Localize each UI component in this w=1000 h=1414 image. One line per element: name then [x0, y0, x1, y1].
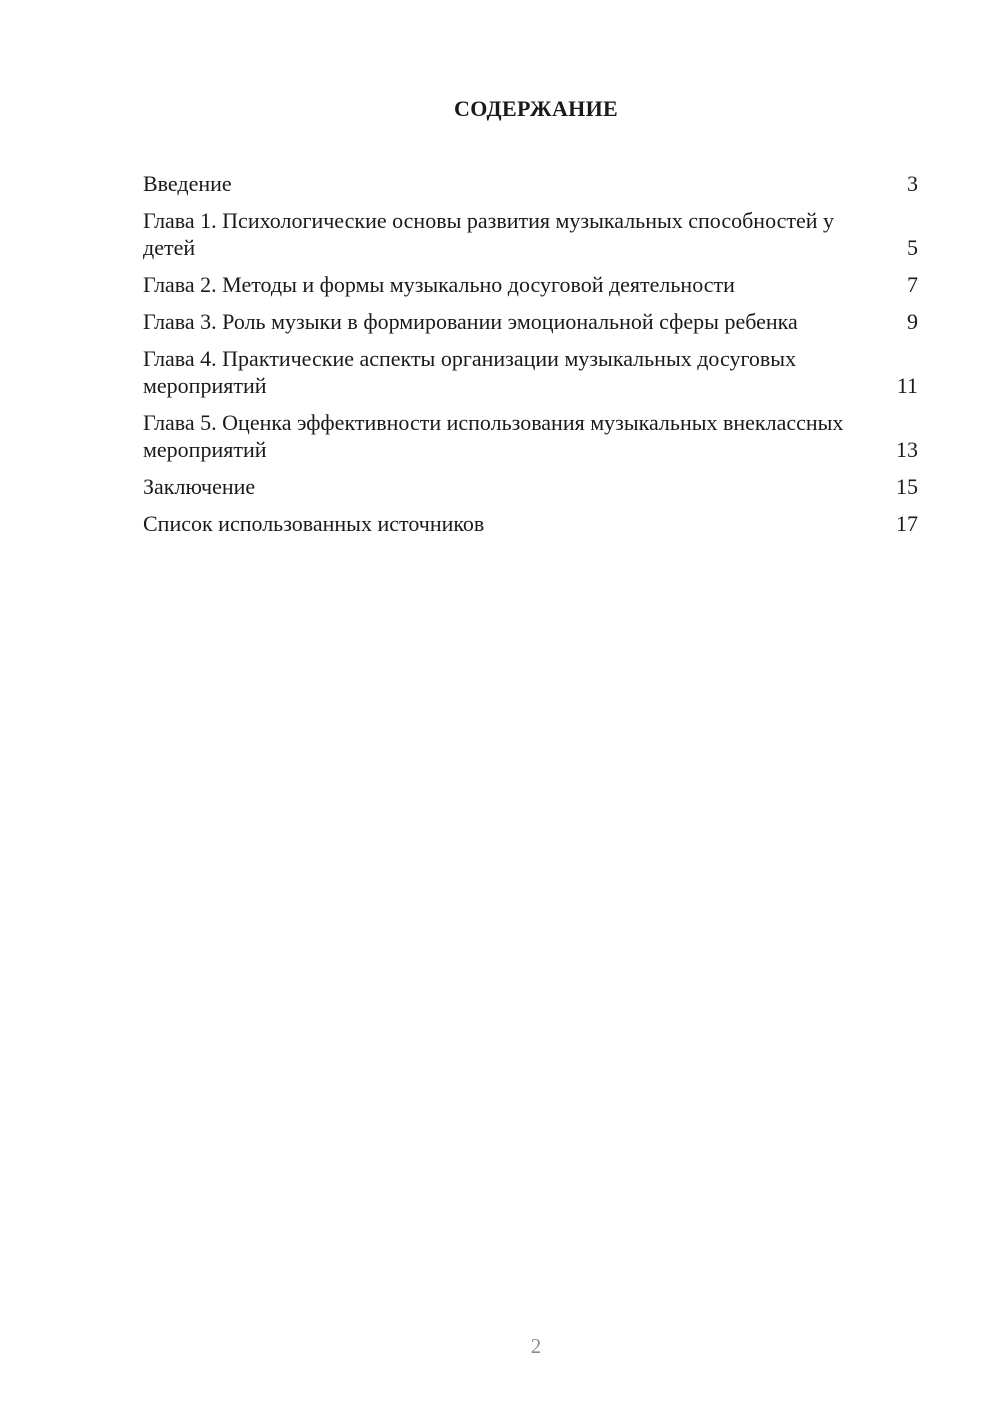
- table-of-contents: [143, 170, 918, 547]
- toc-entry-title: Глава 4. Практические аспекты организации музыкальных досуговых мероприятий: [143, 346, 797, 398]
- toc-entry-title: Глава 2. Методы и формы музыкально досуговой деятельности: [143, 272, 735, 297]
- toc-entry-chapter-2: [143, 271, 918, 298]
- toc-entry-title: Глава 5. Оценка эффективности использования музыкальных внеклассных мероприятий: [143, 410, 844, 462]
- toc-entry-page: 13: [896, 437, 918, 462]
- toc-entry-page: 11: [896, 373, 918, 398]
- toc-entry-page: 7: [907, 272, 918, 297]
- toc-entry-page: 17: [896, 511, 918, 536]
- toc-entry-page: 9: [907, 309, 918, 334]
- toc-entry-title: Заключение: [143, 474, 256, 499]
- toc-entry-title: Глава 1. Психологические основы развития музыкальных способностей у детей: [143, 208, 835, 260]
- toc-entry-conclusion: [143, 473, 918, 500]
- toc-entry-chapter-4: [143, 345, 918, 399]
- toc-entry-page: 3: [907, 171, 918, 196]
- toc-entry-title: Список использованных источников: [143, 511, 485, 536]
- toc-entry-introduction: [143, 170, 918, 197]
- toc-entry-title: Введение: [143, 171, 232, 196]
- toc-entry-page: 15: [896, 474, 918, 499]
- toc-entry-chapter-5: [143, 409, 918, 463]
- page-number: 2: [530, 1334, 542, 1358]
- toc-entry-chapter-1: [143, 207, 918, 261]
- toc-entry-title: Глава 3. Роль музыки в формировании эмоциональной сферы ребенка: [143, 309, 798, 334]
- toc-entry-references: [143, 510, 918, 537]
- toc-entry-page: 5: [907, 235, 918, 260]
- page-title: СОДЕРЖАНИЕ: [454, 96, 618, 121]
- toc-entry-chapter-3: [143, 308, 918, 335]
